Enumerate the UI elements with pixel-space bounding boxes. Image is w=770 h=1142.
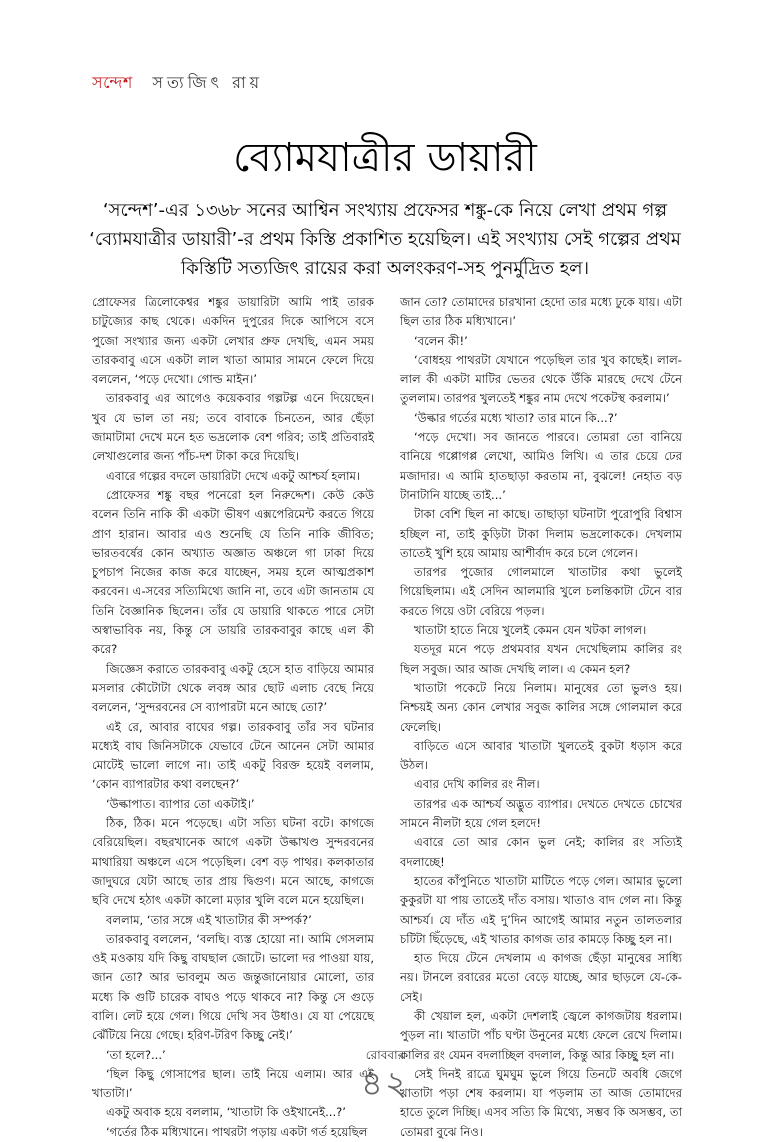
page-header bbox=[92, 70, 263, 97]
paragraph: টাকা বেশি ছিল না কাছে। তাছাড়া ঘটনাটা পুরোপুরি বিশ্বাস হচ্ছিল না, তাই কুড়িটা টাকা দিলাম ভদ্রলোককে। দেখলাম তাতেই খুশি হয়ে আমায় আশীর্বাদ করে চলে গেলেন। bbox=[400, 507, 682, 560]
intro-text bbox=[80, 196, 690, 283]
paragraph: এই রে, আবার বাঘের গল্প। তারকবাবু তাঁর সব ঘটনার মধ্যেই বাঘ জিনিসটাকে যেভাবে টেনে আনেন সেটা আমার মোটেই ভালো লাগে না। তাই একটু বিরক্ত হয়েই বললাম, ‘কোন ব্যাপারটার কথা বলছেন?’ bbox=[92, 719, 374, 792]
paragraph: ‘উল্কাপাত। ব্যাপার তো একটাই।’ bbox=[106, 796, 255, 811]
paragraph: জান তো? তোমাদের চারখানা হেদো তার মধ্যে ঢুকে যায়। এটা ছিল তার ঠিক মধ্যিখানে।’ bbox=[400, 295, 682, 329]
paragraph: বাড়িতে এসে আবার খাতাটা খুলতেই বুকটা ধড়াস করে উঠল। bbox=[400, 738, 682, 773]
paragraph: ঠিক, ঠিক। মনে পড়েছে। এটা সত্যি ঘটনা বটে। কাগজে বেরিয়েছিল। বছরখানেক আগে একটা উল্কাখণ্ড সুন্দরবনের মাথারিয়া অঞ্চলে এসে পড়েছিল। বেশ বড় পাথর। কলকাতার জাদুঘরে যেটা আছে তার প্রায় দ্বিগুণ। মনে আছে, কাগজে ছবি দেখে হঠাৎ একটা কালো মড়ার খুলি বলে মনে হয়েছিল। bbox=[92, 816, 374, 908]
paragraph: হাতের কাঁপুনিতে খাতাটা মাটিতে পড়ে গেল। আমার ভুলো কুকুরটা যা পায় তাতেই দাঁত বসায়। খাতাও বাদ গেল না। কিন্তু আশ্চর্য। যে দাঁত এই দু’দিন আগেই আমার নতুন তালতলার চটিটা ছিঁড়েছে, এই খাতার কাগজ তার কামড়ে কিচ্ছু হল না। bbox=[400, 873, 682, 946]
paragraph: খাতাটা হাতে নিয়ে খুলেই কেমন যেন খটকা লাগল। bbox=[414, 623, 647, 638]
paragraph: যতদূর মনে পড়ে প্রথমবার যখন দেখেছিলাম কালির রং ছিল সবুজ। আর আজ দেখছি লাল। এ কেমন হল? bbox=[400, 642, 682, 676]
story-title: ব্যোমযাত্রীর ডায়ারী bbox=[233, 135, 537, 181]
paragraph: এবারে তো আর কোন ভুল নেই; কালির রং সত্যিই বদলাচ্ছে! bbox=[400, 835, 682, 869]
paragraph: তারকবাবু বললেন, ‘বলছি। ব্যস্ত হোয়ো না। আমি গেসলাম ওই মওকায় যদি কিছু বাঘছাল জোটে। ভালো দর পাওয়া যায়, জান তো? আর ভাবলুম অত জন্তুজানোয়ার মোলো, তার মধ্যে কি গুটি চারেক বাঘও পড়ে থাকবে না? কিন্তু সে গুড়ে বালি। লেট হয়ে গেল। গিয়ে দেখি সব উধাও। যে যা পেয়েছে ঝেঁটিয়ে নিয়ে গেছে। হরিণ-টরিণ কিচ্ছু নেই।’ bbox=[92, 931, 374, 1043]
paragraph: ‘বলেন কী!’ bbox=[414, 333, 468, 348]
paragraph: ‘উল্কার গর্তের মধ্যে খাতা? তার মানে কি...?’ bbox=[414, 410, 618, 425]
footer-label: রোববার bbox=[365, 1048, 405, 1062]
magazine-name: সন্দেশ bbox=[92, 73, 133, 92]
paragraph: সেই দিনই রাত্রে ঘুমঘুম ভুলে গিয়ে তিনটে অবধি জেগে খাতাটা পড়া শেষ করলাম। যা পড়লাম তা আজ তোমাদের হাতে তুলে দিচ্ছি। এসব সত্যি কি মিথ্যে, সম্ভব কি অসম্ভব, তা তোমরা বুঝে নিও। bbox=[400, 1066, 682, 1139]
page-number: ৪২ bbox=[360, 1064, 410, 1104]
paragraph: এবারে গল্পের বদলে ডায়ারিটা দেখে একটু আশ্চর্য হলাম। bbox=[106, 468, 361, 483]
paragraph: ‘বোধহয় পাথরটা যেখানে পড়েছিল তার খুব কাছেই। লাল-লাল কী একটা মাটির ভেতর থেকে উঁকি মারছে দেখে টেনে তুললাম। তারপর খুলতেই শঙ্কুর নাম দেখে পকেটস্থ করলাম।’ bbox=[400, 352, 682, 406]
right-column bbox=[400, 293, 682, 1142]
paragraph: এবার দেখি কালির রং নীল। bbox=[414, 777, 540, 792]
paragraph: জিজ্ঞেস করাতে তারকবাবু একটু হেসে হাত বাড়িয়ে আমার মসলার কৌটোটা থেকে লবঙ্গ আর ছোট এলাচ বেছে নিয়ে বললেন, ‘সুন্দরবনের সে ব্যাপারটা মনে আছে তো?’ bbox=[92, 661, 374, 715]
left-column bbox=[92, 293, 374, 1142]
author-name: সত্যজিৎ রায় bbox=[152, 73, 264, 92]
paragraph: তারপর এক আশ্চর্য অদ্ভুত ব্যাপার। দেখতে দেখতে চোখের সামনে নীলটা হয়ে গেল হলদে! bbox=[400, 796, 682, 831]
paragraph: তারপর পুজোর গোলমালে খাতাটার কথা ভুলেই গিয়েছিলাম। এই সেদিন আলমারি খুলে চলন্তিকাটা টেনে বার করতে গিয়ে ওটা বেরিয়ে পড়ল। bbox=[400, 565, 682, 618]
paragraph: বললাম, ‘তার সঙ্গে এই খাতাটার কী সম্পর্ক?’ bbox=[106, 912, 312, 927]
paragraph: ‘তা হলে?...’ bbox=[106, 1047, 166, 1062]
paragraph: হাত দিয়ে টেনে দেখলাম এ কাগজ ছেঁড়া মানুষের সাধ্যি নয়। টানলে রবারের মতো বেড়ে যাচ্ছে, আর ছাড়লে যে-কে-সেই। bbox=[400, 951, 682, 1004]
paragraph: তারকবাবু এর আগেও কয়েকবার গল্পটল্প এনে দিয়েছেন। খুব যে ভাল তা নয়; তবে বাবাকে চিনতেন, আর ছেঁড়া জামাটামা দেখে মনে হত ভদ্রলোক বেশ গরিব; তাই প্রতিবারই লেখাগুলোর জন্য পাঁচ-দশ টাকা করে দিয়েছি। bbox=[92, 391, 374, 464]
paragraph: একটু অবাক হয়ে বললাম, ‘খাতাটা কি ওইখানেই...?’ bbox=[106, 1105, 346, 1120]
paragraph: ‘পড়ে দেখো। সব জানতে পারবে। তোমরা তো বানিয়ে বানিয়ে গপ্পোগপ্প লেখো, আমিও লিখি। এ তার চেয়ে ঢের মজাদার। এ আমি হাতছাড়া করতাম না, বুঝলে! নেহাত বড় টানাটানি যাচ্ছে তাই...’ bbox=[400, 430, 682, 502]
paragraph: কী খেয়াল হল, একটা দেশলাই জ্বেলে কাগজটায় ধরলাম। পুড়ল না। খাতাটা পাঁচ ঘণ্টা উনুনের মধ্যে ফেলে রেখে দিলাম। কালির রং যেমন বদলাচ্ছিল বদলাল, কিন্তু আর কিচ্ছু হল না। bbox=[400, 1008, 682, 1062]
paragraph: ‘গর্তের ঠিক মধ্যিখানে। পাথরটা পড়ায় একটা গর্ত হয়েছিল bbox=[106, 1124, 368, 1139]
intro-line: কিস্তিটি সত্যজিৎ রায়ের করা অলংকরণ-সহ পুনর্মুদ্রিত হল। bbox=[180, 258, 590, 279]
paragraph: প্রোফেসর শঙ্কু বছর পনেরো হল নিরুদ্দেশ। কেউ কেউ বলেন তিনি নাকি কী একটা ভীষণ এক্সপেরিমেন্ট করতে গিয়ে প্রাণ হারান। আবার এও শুনেছি যে তিনি নাকি জীবিত; ভারতবর্ষের কোন অখ্যাত অজ্ঞাত অঞ্চলে গা ঢাকা দিয়ে চুপচাপ নিজের কাজ করে যাচ্ছেন, সময় হলে আত্মপ্রকাশ করবেন। এ-সবের সত্যিমিথ্যে জানি না, তবে এটা জানতাম যে তিনি বৈজ্ঞানিক ছিলেন। তাঁর যে ডায়ারি থাকতে পারে সেটা অস্বাভাবিক নয়, কিন্তু সে ডায়রি তারকবাবুর কাছে এল কী করে? bbox=[92, 487, 374, 657]
paragraph: ‘ছিল কিছু গোসাপের ছাল। তাই নিয়ে এলাম। আর এই খাতাটা।’ bbox=[92, 1066, 374, 1101]
paragraph: প্রোফেসর ত্রিলোকেশ্বর শঙ্কুর ডায়ারিটা আমি পাই তারক চাটুজ্যের কাছ থেকে। একদিন দুপুরের দিকে আপিসে বসে পুজো সংখ্যার জন্য একটা লেখার প্রুফ দেখছি, এমন সময় তারকবাবু এসে একটা লাল খাতা আমার সামনে ফেলে দিয়ে বললেন, ‘পড়ে দেখো। গোল্ড মাইন।’ bbox=[92, 295, 374, 387]
intro-line: ‘সন্দেশ’-এর ১৩৬৮ সনের আশ্বিন সংখ্যায় প্রফেসর শঙ্কু-কে নিয়ে লেখা প্রথম গল্প bbox=[102, 200, 668, 221]
intro-line: ‘ব্যোমযাত্রীর ডায়ারী’-র প্রথম কিস্তি প্রকাশিত হয়েছিল। এই সংখ্যায় সেই গল্পের প্রথম bbox=[89, 229, 681, 250]
paragraph: খাতাটা পকেটে নিয়ে নিলাম। মানুষের তো ভুলও হয়। নিশ্চয়ই অন্য কোন লেখার সবুজ কালির সঙ্গে গোলমাল করে ফেলেছি। bbox=[400, 680, 682, 734]
